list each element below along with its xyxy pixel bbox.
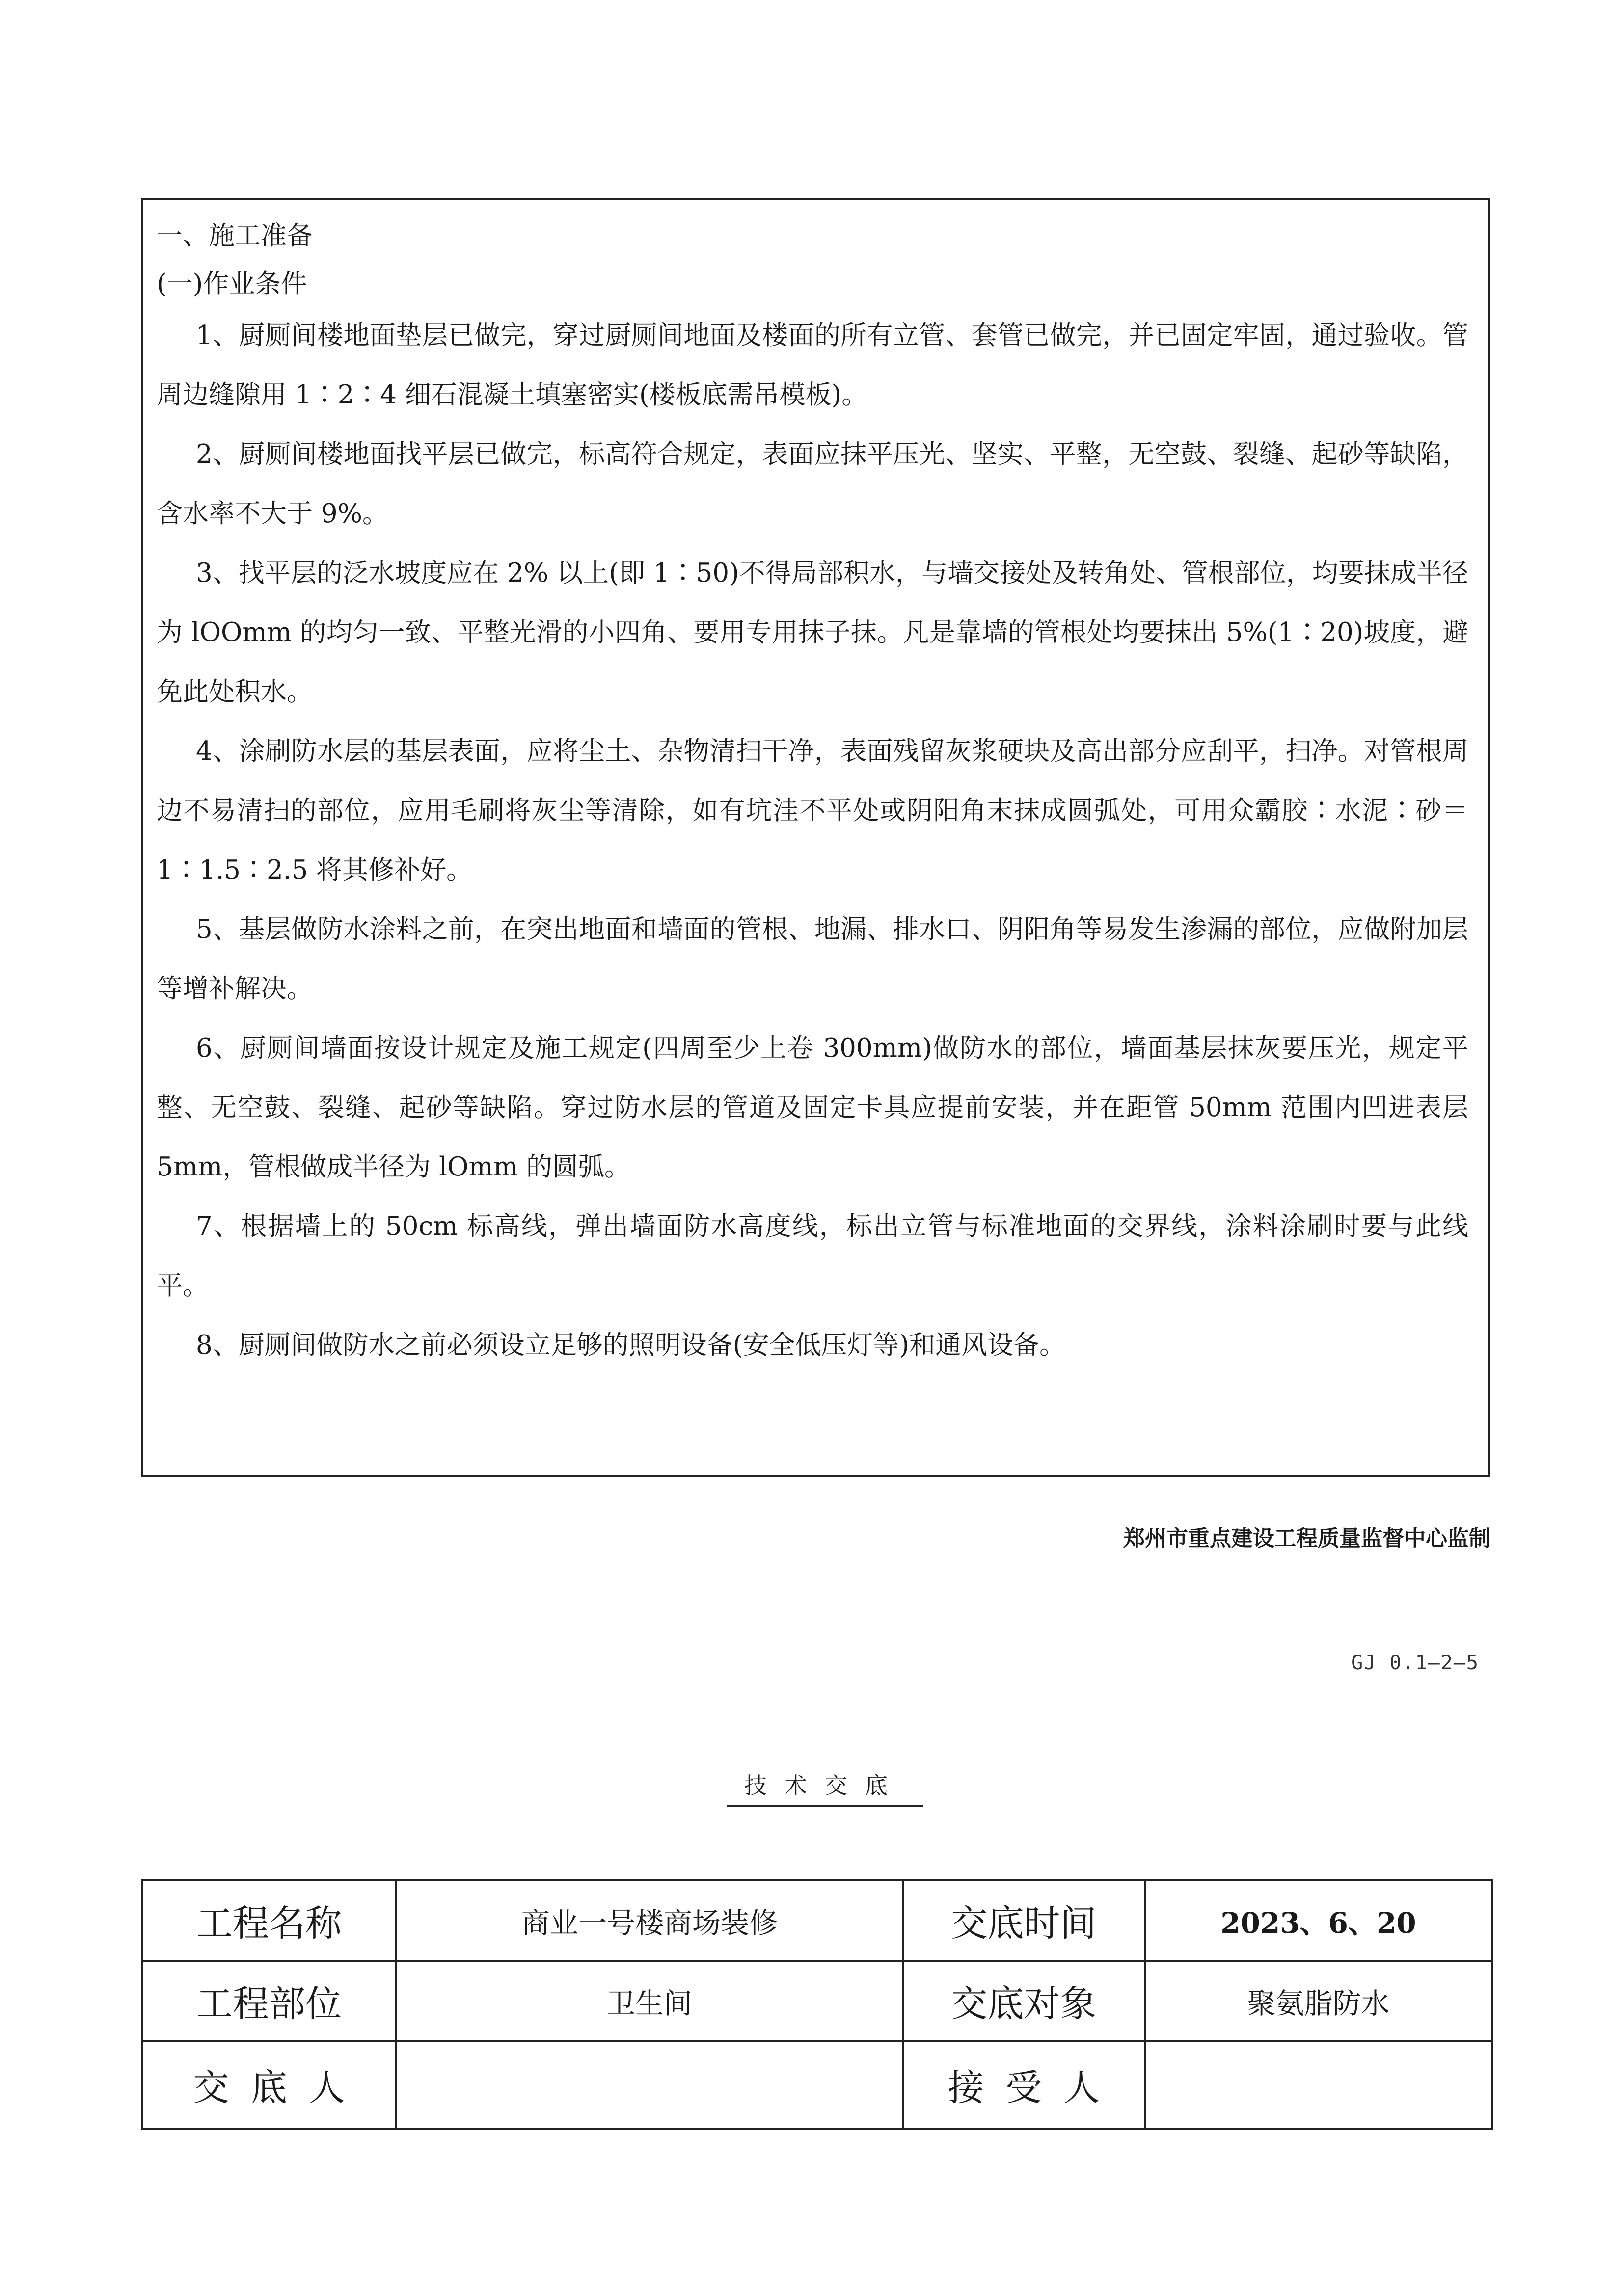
paragraph-1: 1、厨厕间楼地面垫层已做完，穿过厨厕间地面及楼面的所有立管、套管已做完，并已固定牢固，通过验收。管周边缝隙用 1∶2∶4 细石混凝土填塞密实(楼板底需吊模板)。 <box>157 320 1468 410</box>
date-value: 2023、6、20 <box>1145 1880 1492 1961</box>
footer-organization: 郑州市重点建设工程质量监督中心监制 <box>1123 1526 1490 1551</box>
target-label: 交底对象 <box>903 1961 1145 2041</box>
table-row <box>142 1961 1492 2041</box>
project-name-label: 工程名称 <box>142 1880 396 1961</box>
paragraph-5: 5、基层做防水涂料之前，在突出地面和墙面的管根、地漏、排水口、阴阳角等易发生渗漏的部位，应做附加层等增补解决。 <box>157 914 1468 1004</box>
document-title: 技术交底 <box>727 1768 923 1807</box>
table-row <box>142 2041 1492 2129</box>
construction-prep-section <box>141 198 1490 1477</box>
paragraph-4: 4、涂刷防水层的基层表面，应将尘土、杂物清扫干净，表面残留灰浆硬块及高出部分应刮平，扫净。对管根周边不易清扫的部位，应用毛刷将灰尘等清除，如有坑洼不平处或阴阳角末抹成圆弧处，可用众霸胶∶水泥∶砂＝1∶1.5∶2.5 将其修补好。 <box>157 736 1468 885</box>
section-subheading: (一)作业条件 <box>157 269 307 299</box>
receiver-label: 接受人 <box>903 2041 1145 2129</box>
project-name-value: 商业一号楼商场装修 <box>396 1880 903 1961</box>
presenter-value <box>396 2041 903 2129</box>
form-code: GJ 0.1—2—5 <box>1351 1652 1479 1674</box>
paragraph-2: 2、厨厕间楼地面找平层已做完，标高符合规定，表面应抹平压光、坚实、平整，无空鼓、裂缝、起砂等缺陷，含水率不大于 9%。 <box>157 439 1468 529</box>
receiver-value <box>1145 2041 1492 2129</box>
location-value: 卫生间 <box>396 1961 903 2041</box>
section-heading: 一、施工准备 <box>157 221 313 251</box>
date-label: 交底时间 <box>903 1880 1145 1961</box>
target-value: 聚氨脂防水 <box>1145 1961 1492 2041</box>
table-row <box>142 1880 1492 1961</box>
location-label: 工程部位 <box>142 1961 396 2041</box>
paragraph-3: 3、找平层的泛水坡度应在 2% 以上(即 1∶50)不得局部积水，与墙交接处及转角处、管根部位，均要抹成半径为 lOOmm 的均匀一致、平整光滑的小四角、要用专用抹子抹。凡是靠墙的管根处均要抹出 5%(1∶20)坡度，避免此处积水。 <box>157 558 1468 707</box>
info-table <box>141 1879 1493 2130</box>
presenter-label: 交底人 <box>142 2041 396 2129</box>
paragraph-8: 8、厨厕间做防水之前必须设立足够的照明设备(安全低压灯等)和通风设备。 <box>196 1330 1066 1360</box>
paragraph-6: 6、厨厕间墙面按设计规定及施工规定(四周至少上卷 300mm)做防水的部位，墙面基层抹灰要压光，规定平整、无空鼓、裂缝、起砂等缺陷。穿过防水层的管道及固定卡具应提前安装，并在距管 50mm 范围内凹进表层 5mm，管根做成半径为 lOmm 的圆弧。 <box>157 1033 1468 1182</box>
paragraph-7: 7、根据墙上的 50cm 标高线，弹出墙面防水高度线，标出立管与标准地面的交界线，涂料涂刷时要与此线平。 <box>157 1211 1468 1301</box>
